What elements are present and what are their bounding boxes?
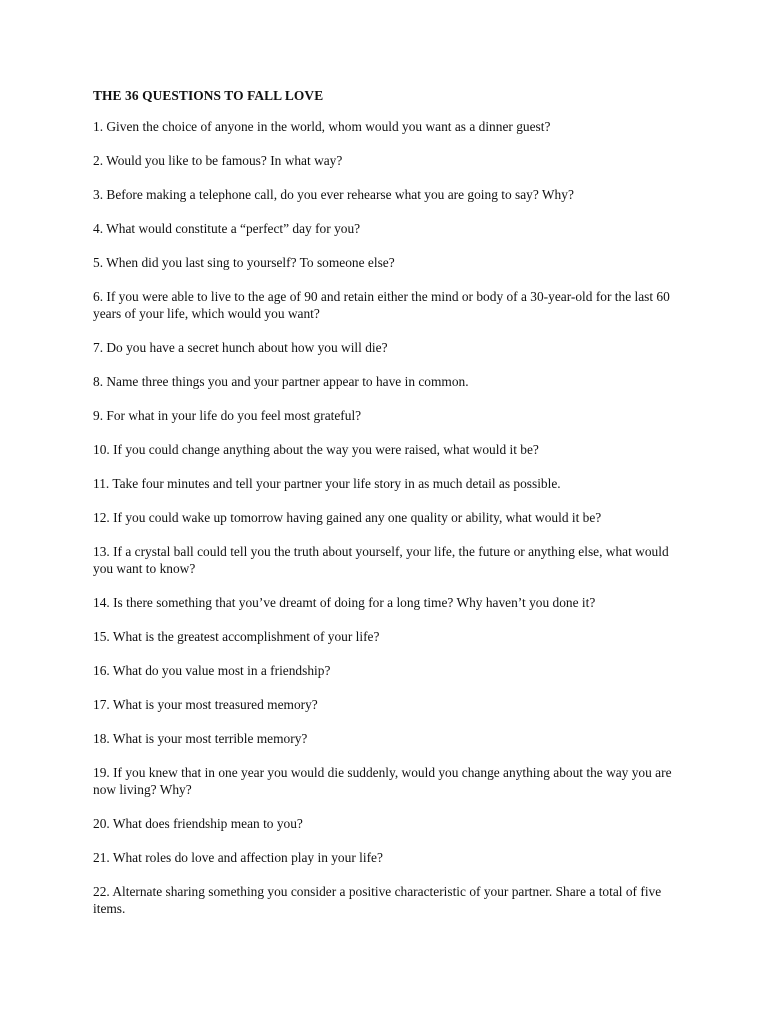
document-title: THE 36 QUESTIONS TO FALL LOVE	[93, 88, 324, 103]
question-list	[93, 118, 683, 917]
document-content	[93, 87, 683, 934]
question-item: 5. When did you last sing to yourself? To someone else?	[93, 255, 395, 270]
question-item: 22. Alternate sharing something you consider a positive characteristic of your partner. Share a total of five items.	[93, 884, 662, 916]
question-item: 3. Before making a telephone call, do you ever rehearse what you are going to say? Why?	[93, 187, 574, 202]
question-item: 8. Name three things you and your partner appear to have in common.	[93, 374, 469, 389]
question-item: 20. What does friendship mean to you?	[93, 816, 303, 831]
question-item: 1. Given the choice of anyone in the world, whom would you want as a dinner guest?	[93, 119, 551, 134]
question-item: 19. If you knew that in one year you would die suddenly, would you change anything about the way you are now living? Why?	[93, 765, 672, 797]
question-item: 14. Is there something that you’ve dreamt of doing for a long time? Why haven’t you done it?	[93, 595, 596, 610]
question-item: 18. What is your most terrible memory?	[93, 731, 308, 746]
question-item: 12. If you could wake up tomorrow having gained any one quality or ability, what would it be?	[93, 510, 602, 525]
question-item: 2. Would you like to be famous? In what way?	[93, 153, 343, 168]
question-item: 16. What do you value most in a friendship?	[93, 663, 331, 678]
question-item: 11. Take four minutes and tell your partner your life story in as much detail as possible.	[93, 476, 561, 491]
question-item: 7. Do you have a secret hunch about how you will die?	[93, 340, 388, 355]
question-item: 17. What is your most treasured memory?	[93, 697, 318, 712]
question-item: 15. What is the greatest accomplishment of your life?	[93, 629, 380, 644]
question-item: 10. If you could change anything about the way you were raised, what would it be?	[93, 442, 539, 457]
question-item: 4. What would constitute a “perfect” day for you?	[93, 221, 361, 236]
question-item: 21. What roles do love and affection play in your life?	[93, 850, 383, 865]
question-item: 13. If a crystal ball could tell you the truth about yourself, your life, the future or anything else, what would you want to know?	[93, 544, 669, 576]
question-item: 6. If you were able to live to the age of 90 and retain either the mind or body of a 30-year-old for the last 60 years of your life, which would you want?	[93, 289, 670, 321]
question-item: 9. For what in your life do you feel most grateful?	[93, 408, 362, 423]
